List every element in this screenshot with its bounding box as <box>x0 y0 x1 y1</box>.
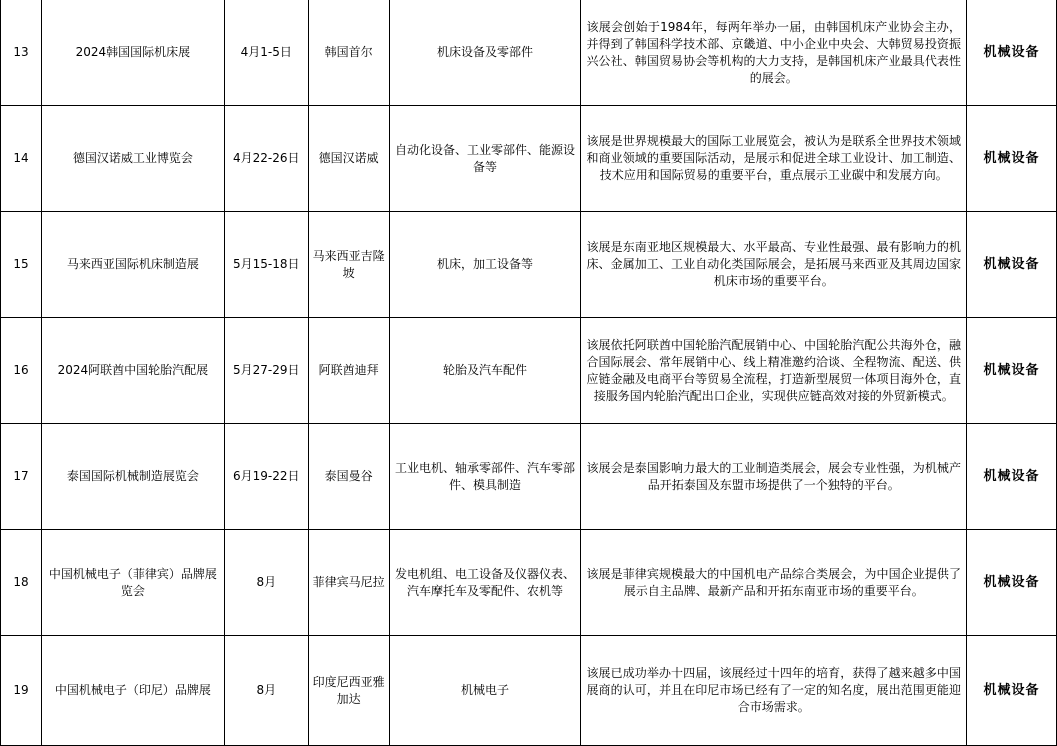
exhibition-date: 5月15-18日 <box>224 212 308 318</box>
exhibition-location: 阿联酋迪拜 <box>308 318 389 424</box>
row-number: 13 <box>1 0 42 106</box>
exhibition-category: 机械设备 <box>967 636 1057 746</box>
exhibition-products: 机床，加工设备等 <box>389 212 581 318</box>
exhibition-category: 机械设备 <box>967 424 1057 530</box>
row-number: 15 <box>1 212 42 318</box>
exhibition-location: 菲律宾马尼拉 <box>308 530 389 636</box>
exhibition-name: 德国汉诺威工业博览会 <box>41 106 224 212</box>
exhibition-name: 2024韩国国际机床展 <box>41 0 224 106</box>
exhibition-date: 6月19-22日 <box>224 424 308 530</box>
exhibition-name: 2024阿联酋中国轮胎汽配展 <box>41 318 224 424</box>
exhibition-date: 5月27-29日 <box>224 318 308 424</box>
table-row <box>1 318 1057 424</box>
exhibition-name: 中国机械电子（印尼）品牌展 <box>41 636 224 746</box>
exhibition-date: 4月1-5日 <box>224 0 308 106</box>
table-row <box>1 530 1057 636</box>
exhibition-products: 机械电子 <box>389 636 581 746</box>
exhibition-category: 机械设备 <box>967 212 1057 318</box>
exhibition-location: 印度尼西亚雅加达 <box>308 636 389 746</box>
exhibition-location: 马来西亚吉隆坡 <box>308 212 389 318</box>
exhibition-description: 该展会是泰国影响力最大的工业制造类展会，展会专业性强，为机械产品开拓泰国及东盟市场提供了一个独特的平台。 <box>581 424 967 530</box>
row-number: 19 <box>1 636 42 746</box>
exhibition-products: 轮胎及汽车配件 <box>389 318 581 424</box>
exhibition-name: 中国机械电子（菲律宾）品牌展览会 <box>41 530 224 636</box>
exhibition-products: 发电机组、电工设备及仪器仪表、汽车摩托车及零配件、农机等 <box>389 530 581 636</box>
exhibition-location: 泰国曼谷 <box>308 424 389 530</box>
table-row <box>1 212 1057 318</box>
exhibition-name: 马来西亚国际机床制造展 <box>41 212 224 318</box>
exhibition-products: 工业电机、轴承零部件、汽车零部件、模具制造 <box>389 424 581 530</box>
row-number: 17 <box>1 424 42 530</box>
table-row <box>1 106 1057 212</box>
exhibition-category: 机械设备 <box>967 0 1057 106</box>
exhibition-category: 机械设备 <box>967 106 1057 212</box>
exhibition-products: 自动化设备、工业零部件、能源设备等 <box>389 106 581 212</box>
exhibition-date: 8月 <box>224 636 308 746</box>
row-number: 14 <box>1 106 42 212</box>
row-number: 16 <box>1 318 42 424</box>
exhibition-date: 4月22-26日 <box>224 106 308 212</box>
exhibition-description: 该展是菲律宾规模最大的中国机电产品综合类展会，为中国企业提供了展示自主品牌、最新产品和开拓东南亚市场的重要平台。 <box>581 530 967 636</box>
exhibition-category: 机械设备 <box>967 318 1057 424</box>
row-number: 18 <box>1 530 42 636</box>
exhibition-name: 泰国国际机械制造展览会 <box>41 424 224 530</box>
table-row <box>1 636 1057 746</box>
exhibition-location: 德国汉诺威 <box>308 106 389 212</box>
exhibition-products: 机床设备及零部件 <box>389 0 581 106</box>
exhibition-description: 该展已成功举办十四届，该展经过十四年的培育，获得了越来越多中国展商的认可，并且在印尼市场已经有了一定的知名度，展出范围更能迎合市场需求。 <box>581 636 967 746</box>
table-row <box>1 0 1057 106</box>
exhibition-category: 机械设备 <box>967 530 1057 636</box>
exhibition-description: 该展依托阿联酋中国轮胎汽配展销中心、中国轮胎汽配公共海外仓，融合国际展会、常年展销中心、线上精准邀约洽谈、全程物流、配送、供应链金融及电商平台等贸易全流程，打造新型展贸一体项目海外仓，直接服务国内轮胎汽配出口企业，实现供应链高效对接的外贸新模式。 <box>581 318 967 424</box>
exhibition-description: 该展会创始于1984年，每两年举办一届，由韩国机床产业协会主办，并得到了韩国科学技术部、京畿道、中小企业中央会、大韩贸易投资振兴公社、韩国贸易协会等机构的大力支持，是韩国机床产业最具代表性的展会。 <box>581 0 967 106</box>
exhibition-description: 该展是世界规模最大的国际工业展览会，被认为是联系全世界技术领域和商业领域的重要国际活动，是展示和促进全球工业设计、加工制造、技术应用和国际贸易的重要平台，重点展示工业碳中和发展方向。 <box>581 106 967 212</box>
exhibition-date: 8月 <box>224 530 308 636</box>
table-row <box>1 424 1057 530</box>
exhibition-location: 韩国首尔 <box>308 0 389 106</box>
exhibition-description: 该展是东南亚地区规模最大、水平最高、专业性最强、最有影响力的机床、金属加工、工业自动化类国际展会，是拓展马来西亚及其周边国家机床市场的重要平台。 <box>581 212 967 318</box>
